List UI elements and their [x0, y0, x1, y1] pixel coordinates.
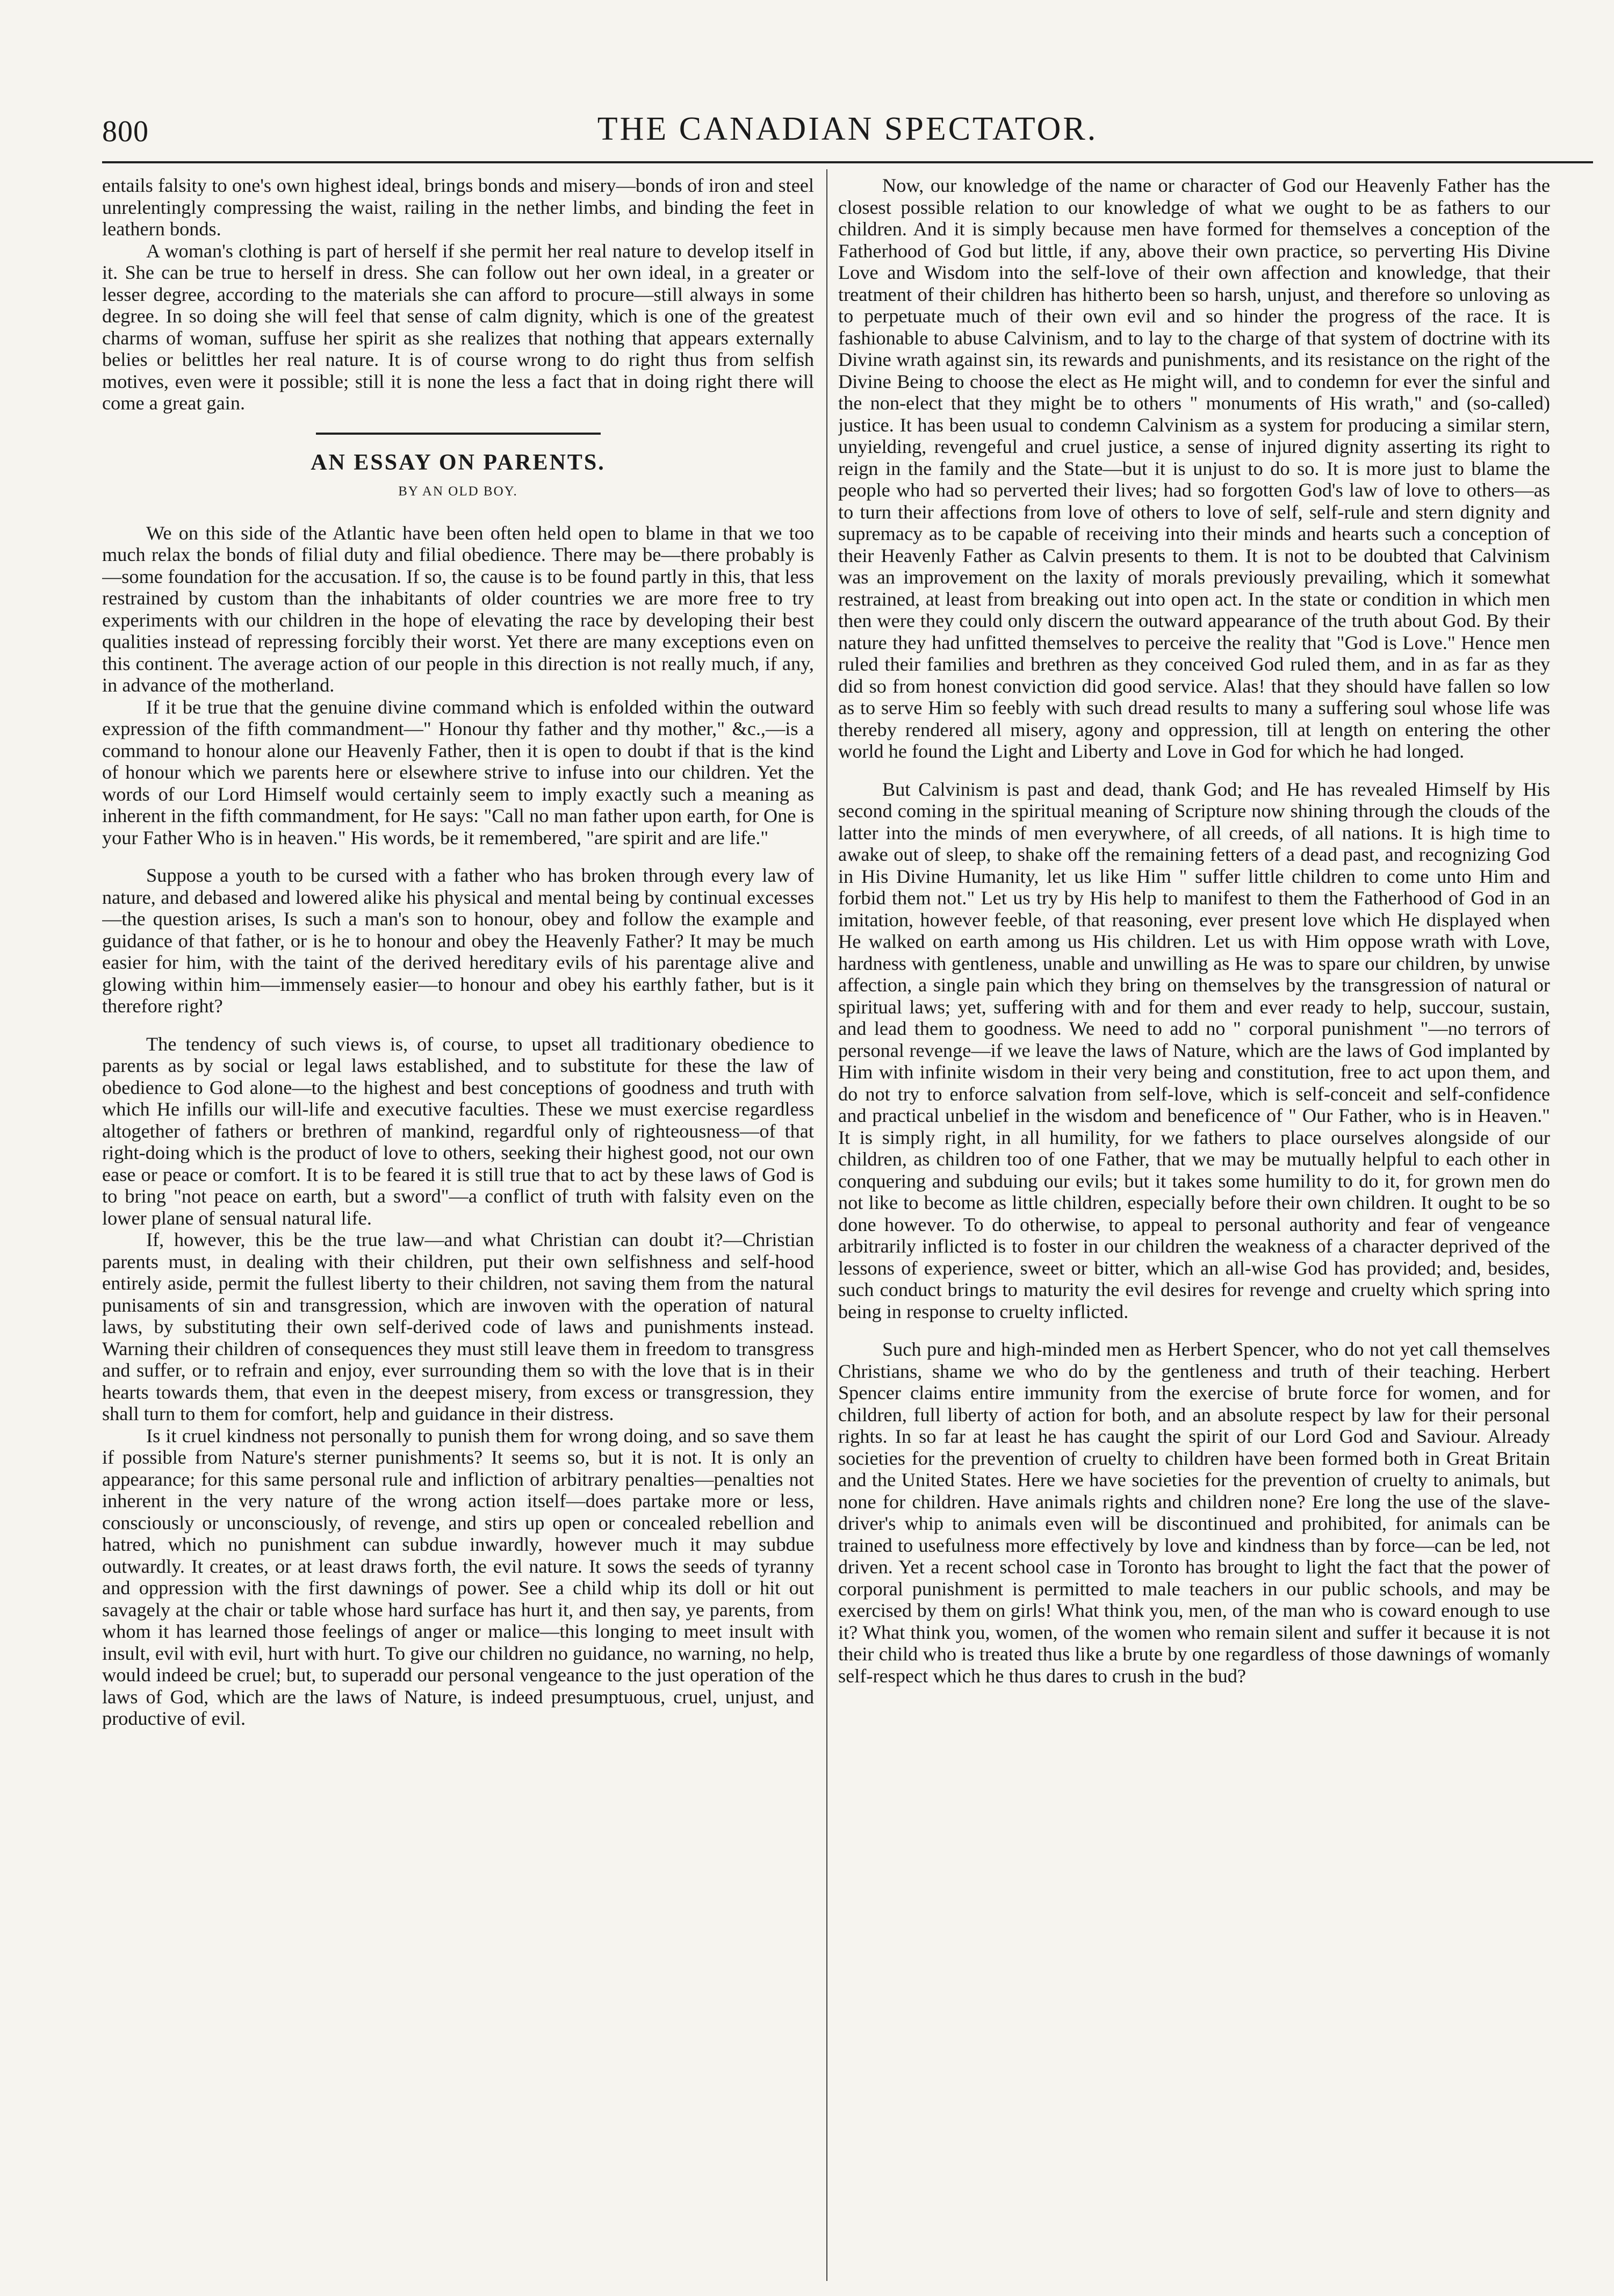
byline: BY AN OLD BOY. — [398, 484, 518, 499]
paragraph: Is it cruel kindness not personally to punish them for wrong doing, and so save them if possible from Nature's sterner punishments? It seems so, but it is not. It is only an appearance; for this same personal rule and infliction of arbitrary penalties—penalties not inherent in the very nature of the wrong action itself—does partake more or less, consciously or unconsciously, of revenge, and stirs up open or concealed rebellion and hatred, which no punishment can subdue inwardly, however much it may subdue outwardly. It creates, or at least draws forth, the evil nature. It sows the seeds of tyranny and oppression with the first dawnings of power. See a child whip its doll or hit out savagely at the chair or table whose hard surface has hurt it, and then say, ye parents, from whom it has learned those feelings of anger or malice—this longing to meet insult with insult, evil with evil, hurt with hurt. To give our children no guidance, no warning, no help, would indeed be cruel; but, to superadd our personal vengeance to the just operation of the laws of God, which are the laws of Nature, is indeed presumptuous, cruel, unjust, and productive of evil. — [102, 1424, 814, 1729]
paragraph: Such pure and high-minded men as Herbert Spencer, who do not yet call themselves Christians, shame we who do by the gentleness and truth of their teaching. Herbert Spencer claims entire immunity from the exercise of brute force for women, and for children, full liberty of action for both, and an absolute respect by law for their personal rights. In so far at least he has caught the spirit of our Lord God and Saviour. Already societies for the prevention of cruelty to children have been formed both in Great Britain and the United States. Here we have societies for the prevention of cruelty to animals, but none for children. Have animals rights and children none? Ere long the use of the slave-driver's whip to animals even will be discontinued and prohibited, for animals can be trained to usefulness more effectively by love and kindness than by force—can be led, not driven. Yet a recent school case in Toronto has brought to light the fact that the power of corporal punishment is permitted to male teachers in our public schools, and may be exercised by them on girls! What think you, men, of the man who is coward enough to use it? What think you, women, of the women who remain silent and suffer it because it is not their child who is treated thus like a brute by one regardless of those dawnings of womanly self-respect which he thus dares to crush in the bud? — [838, 1338, 1550, 1687]
paragraph: The tendency of such views is, of course, to upset all traditionary obedience to parents as by social or legal laws established, and to substitute for these the law of obedience to God alone—to the highest and best conceptions of goodness and truth with which He infills our will-life and executive faculties. These we must exercise regardless altogether of fathers or brethren of mankind, regardful only of righteousness—of that right-doing which is the product of love to others, seeking their highest good, not our own ease or peace or comfort. It is to be feared it is still true that to act by these laws of God is to bring "not peace on earth, but a sword"—a conflict of truth with falsity even on the lower plane of sensual natural life. — [102, 1033, 814, 1229]
paragraph: If, however, this be the true law—and what Christian can doubt it?—Christian parents must, in dealing with their children, put their own selfishness and self-hood entirely aside, permit the fullest liberty to their children, not saving them from the natural punisaments of sin and transgression, which are inwoven with the operation of natural laws, by substituting their own self-derived code of laws and punishments instead. Warning their children of consequences they must still leave them in freedom to transgress and suffer, or to refrain and enjoy, ever surrounding them so with the love that is in their hearts towards them, that even in the deepest misery, from excess or transgression, they shall turn to them for comfort, help and guidance in their distress. — [102, 1229, 814, 1424]
section-rule — [316, 433, 601, 435]
page-header — [102, 110, 1593, 164]
masthead-title: THE CANADIAN SPECTATOR. — [597, 111, 1098, 147]
paragraph: A woman's clothing is part of herself if she permit her real nature to develop itself in it. She can be true to herself in dress. She can follow out her own ideal, in a greater or lesser degree, according to the materials she can afford to procure—still always in some degree. In so doing she will feel that sense of calm dignity, which is one of the greatest charms of woman, suffuse her spirit as she realizes that nothing that appears externally belies or belittles her real nature. It is of course wrong to do right thus from selfish motives, even were it possible; still it is none the less a fact that in doing right there will come a great gain. — [102, 240, 814, 414]
paragraph: Now, our knowledge of the name or character of God our Heavenly Father has the closest possible relation to our knowledge of what we ought to be as fathers to our children. And it is simply because men have formed for themselves a conception of the Fatherhood of God but little, if any, above their own practice, so perverting His Divine Love and Wisdom into the self-love of their own affection and knowledge, that their treatment of their children has hitherto been so harsh, unjust, and therefore so unloving as to perpetuate much of their own evil and so hinder the progress of the race. It is fashionable to abuse Calvinism, and to lay to the charge of that system of doctrine with its Divine wrath against sin, its rewards and punishments, and its resistance on the right of the Divine Being to choose the elect as He might will, and to condemn for ever the sinful and the non-elect that they might be to others " monuments of His wrath," and (so-called) justice. It has been usual to condemn Calvinism as a system for producing a similar stern, unyielding, revengeful and cruel justice, a sense of injured dignity asserting its right to reign in the family and the State—but it is unjust to do so. It is more just to blame the people who had so perverted their lives; had so forgotten God's law of love to others—as to turn their affections from love of others to love of self, self-rule and stern dignity and supremacy as to be capable of receiving into their minds and hearts such a conception of their Heavenly Father as Calvin presents to them. It is not to be doubted that Calvinism was an improvement on the laxity of morals previously prevailing, which it somewhat restrained, at least from breaking out into open act. In the state or condition in which men then were they could only discern the outward appearance of the truth about God. By their nature they had unfitted themselves to perceive the reality that "God is Love." Hence men ruled their families and brethren as they conceived God ruled them, and in as far as they did so from honest conviction did good service. Alas! that they should have fallen so low as to serve Him so feebly with such dread results to many a suffering soul whose life was thereby rendered all misery, agony and oppression, till at length on entering the other world he found the Light and Liberty and Love in God for which he had longed. — [838, 175, 1550, 762]
page-number: 800 — [102, 115, 149, 148]
paragraph: entails falsity to one's own highest ideal, brings bonds and misery—bonds of iron and steel unrelentingly compressing the waist, railing in the nether limbs, and binding the feet in leathern bonds. — [102, 175, 814, 240]
paragraph: If it be true that the genuine divine command which is enfolded within the outward expression of the fifth commandment—" Honour thy father and thy mother," &c.,—is a command to honour alone our Heavenly Father, then it is open to doubt if that is the kind of honour which we parents here or elsewhere strive to infuse into our children. Yet the words of our Lord Himself would certainly seem to imply exactly such a meaning as inherent in the fifth commandment, for He says: "Call no man father upon earth, for One is your Father Who is in heaven." His words, be it remembered, "are spirit and are life." — [102, 696, 814, 848]
right-column — [838, 175, 1550, 2281]
header-rule — [102, 161, 1593, 163]
column-divider — [826, 169, 827, 2281]
paragraph: We on this side of the Atlantic have been often held open to blame in that we too much relax the bonds of filial duty and filial obedience. There may be—there probably is—some foundation for the accusation. If so, the cause is to be found partly in this, that less restrained by custom than the inhabitants of older countries we are more free to try experiments with our children in the hope of elevating the race by developing their best qualities instead of repressing forcibly their worst. Yet there are many exceptions even on this continent. The average action of our people in this direction is not really much, if any, in advance of the motherland. — [102, 522, 814, 696]
essay-title: AN ESSAY ON PARENTS. — [311, 450, 606, 475]
paragraph: Suppose a youth to be cursed with a father who has broken through every law of nature, and debased and lowered alike his physical and mental being by continual excesses—the question arises, Is such a man's son to honour, obey and follow the example and guidance of that father, or is he to honour and obey the Heavenly Father? It may be much easier for him, with the taint of the derived hereditary evils of his parentage alive and glowing within him—immensely easier—to honour and obey his earthly father, but is it therefore right? — [102, 865, 814, 1017]
left-column — [102, 175, 814, 2281]
paragraph: But Calvinism is past and dead, thank God; and He has revealed Himself by His second coming in the spiritual meaning of Scripture now shining through the clouds of the latter into the minds of men everywhere, of all creeds, of all nations. It is high time to awake out of sleep, to shake off the remaining fetters of a dead past, and recognizing God in His Divine Humanity, let us like Him " suffer little children to come unto Him and forbid them not." Let us try by His help to manifest to them the Fatherhood of God in an imitation, however feeble, of that reasoning, ever present love which He displayed when He walked on earth among us His children. Let us with Him oppose wrath with Love, hardness with gentleness, unable and unwilling as He was to spare our children, by unwise affection, a single pain which they bring on themselves by the transgression of natural or spiritual laws; yet, suffering with and for them and ever ready to help, succour, sustain, and lead them to goodness. We need to add no " corporal punishment "—no terrors of personal revenge—if we leave the laws of Nature, which are the laws of God implanted by Him with infinite wisdom in their very being and constitution, free to act upon them, and do not try to enforce salvation from self-love, which is self-conceit and self-confidence and practical unbelief in the wisdom and beneficence of " Our Father, who is in Heaven." It is simply right, in all humility, for we fathers to place ourselves alongside of our children, as children too of one Father, that we may be mutually helpful to each other in conquering and subduing our evils; but it takes some humility to do it, for grown men do not like to become as little children, especially before their own children. It ought to be so done however. To do otherwise, to appeal to personal authority and fear of vengeance arbitrarily inflicted is to foster in our children the weakness of a character deprived of the lessons of experience, sweet or bitter, which an all-wise God has provided; and, besides, such conduct brings to maturity the evil desires for revenge and cruelty which spring into being in response to cruelty inflicted. — [838, 778, 1550, 1322]
